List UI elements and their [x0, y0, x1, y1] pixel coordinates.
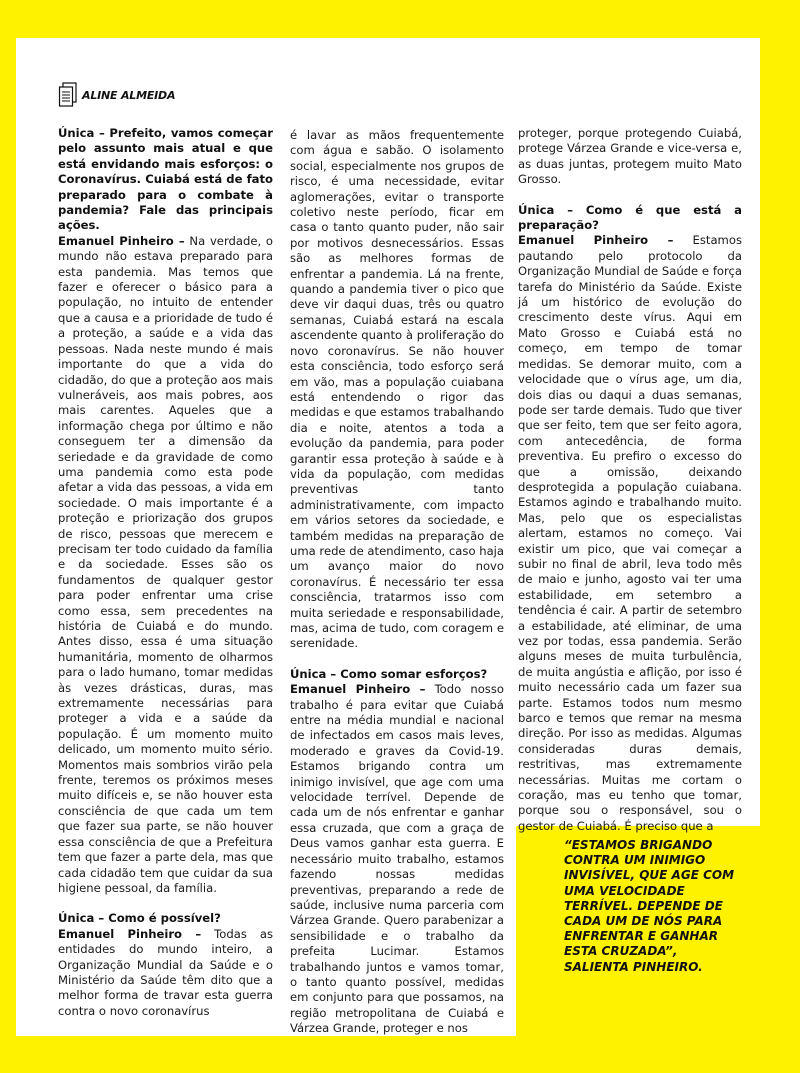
answer-4 — [518, 233, 742, 834]
question-3: Única – Como somar esforços? — [290, 666, 488, 681]
article-column-2 — [290, 128, 504, 1037]
pull-quote: “ESTAMOS BRIGANDO CONTRA UM INIMIGO INVISÍVEL, QUE AGE COM UMA VELOCIDADE TERRÍVEL. DEPENDE DE CADA UM DE NÓS PARA ENFRENTAR E GANHAR ESTA CRUZADA”, SALIENTA PINHEIRO. — [564, 838, 735, 974]
yellow-border-left — [0, 0, 16, 1073]
answer-3-continued: proteger, porque protegendo Cuiabá, protege Várzea Grande e vice-versa e, as duas juntas, protegem muito Mato Grosso. — [518, 126, 742, 187]
question-2: Única – Como é possível? — [58, 911, 221, 926]
answer-speaker: Emanuel Pinheiro – — [58, 233, 185, 248]
question-4: Única – Como é que está a preparação? — [518, 202, 742, 233]
article-column-3 — [518, 126, 742, 834]
answer-3 — [290, 682, 504, 1036]
answer-2-continued: é lavar as mãos frequentemente com água e sabão. O isolamento social, especialmente nos grupos de risco, é uma necessidade, evitar aglomerações, evitar o transporte coletivo neste período, ficar em casa o tanto quanto puder, não sair por motivos desnecessários. Essas são as melhores formas de enfrentar a pandemia. Lá na frente, quando a pandemia tiver o pico que deve vir daqui duas, três ou quatro semanas, Cuiabá estará na escala ascendente quanto à proliferação do novo coronavírus. Se não houver esta consciência, todo esforço será em vão, mas a população cuiabana está entendendo o rigor das medidas e que estamos trabalhando dia e noite, atentos a toda a evolução da pandemia, para poder garantir essa proteção à saúde e à vida da população, com medidas preventivas tanto administrativamente, com impacto em vários setores da sociedade, e também medidas na preparação de uma rede de atendimento, caso haja um avanço maior do novo coronavírus. É necessário ter essa consciência, tratarmos isso com muita seriedade e responsabilidade, mas, acima de tudo, com coragem e serenidade. — [290, 128, 505, 651]
article-column-1 — [58, 126, 273, 1019]
yellow-border-top — [0, 0, 800, 38]
question-1: Única – Prefeito, vamos começar pelo assunto mais atual e que está envidando mais esforços: o Coronavírus. Cuiabá está de fato preparado para o combate à pandemia? Fale das principais ações. — [58, 126, 273, 233]
answer-speaker: Emanuel Pinheiro – — [58, 926, 202, 941]
answer-2 — [58, 927, 273, 1019]
author-name: ALINE ALMEIDA — [82, 88, 176, 102]
answer-1 — [58, 234, 273, 896]
byline — [58, 82, 175, 108]
answer-speaker: Emanuel Pinheiro – — [518, 233, 674, 248]
document-icon — [58, 82, 78, 108]
answer-text: Estamos pautando pelo protocolo da Organização Mundial de Saúde e força tarefa do Ministério da Saúde. Existe já um histórico de evolução do crescimento deste vírus. Aqui em Mato Grosso e Cuiabá está no começo, em tempo de tomar medidas. Se demorar muito, com a velocidade que o vírus age, um dia, dois dias ou daqui a duas semanas, pode ser tarde demais. Tudo que tiver que ser feito, tem que ser feito agora, com antecedência, de forma preventiva. Eu prefiro o excesso do que a omissão, deixando desprotegida a população cuiabana. Estamos agindo e trabalhando muito. Mas, pelo que os especialistas alertam, estamos no começo. Vai existir um pico, que vai começar a subir no final de abril, leva todo mês de maio e junho, agosto vai ter uma estabilidade, em setembro a tendência é cair. A partir de setembro a estabilidade, até eliminar, de uma vez por todas, essa pandemia. Serão alguns meses de muita turbulência, de muita angústia e aflição, por isso é muito necessário cada um fazer sua parte. Estamos todos num mesmo barco e temos que remar na mesma direção. Por isso as medidas. Algumas consideradas duras demais, restritivas, mas extremamente necessárias. Muitas me cortam o coração, mas eu tenho que tomar, porque sou o responsável, sou o gestor de Cuiabá. É preciso que a — [518, 233, 742, 833]
answer-text: Todo nosso trabalho é para evitar que Cuiabá entre na média mundial e nacional de infectados em casos mais leves, moderado e graves da Covid-19. Estamos brigando contra um inimigo invisível, que age com uma velocidade terrível. Depende de cada um de nós enfrentar e ganhar essa cruzada, que com a graça de Deus vamos ganhar esta guerra. E necessário muito trabalho, estamos fazendo nossas medidas preventivas, preparando a rede de saúde, inclusive numa parceria com Várzea Grande. Quero parabenizar a sensibilidade e o trabalho da prefeita Lucimar. Estamos trabalhando juntos e vamos tomar, o tanto quanto possível, medidas em conjunto para que possamos, na região metropolitana de Cuiabá e Várzea Grande, proteger e nos — [290, 682, 504, 1036]
answer-text: Todas as entidades do mundo inteiro, a Organização Mundial da Saúde e o Ministério da Saúde têm dito que a melhor forma de travar esta guerra contra o novo coronavírus — [58, 926, 273, 1018]
answer-text: Na verdade, o mundo não estava preparado para esta pandemia. Mas temos que fazer e oferecer o básico para a população, no intuito de entender que a causa e a prioridade de tudo é a proteção, a saúde e a vida das pessoas. Nada neste mundo é mais importante do que a vida do cidadão, do que a proteção aos mais vulneráveis, aos mais pobres, aos mais carentes. Aqueles que a informação chega por último e não conseguem ter a dimensão da seriedade e da gravidade de como uma pandemia como esta pode afetar a vida das pessoas, a vida em sociedade. O mais importante é a proteção e priorização dos grupos de risco, pessoas que merecem e precisam ter todo cuidado da família e da sociedade. Esses são os fundamentos de qualquer gestor para poder enfrentar uma crise como essa, sem precedentes na história de Cuiabá e do mundo. Antes disso, essa é uma situação humanitária, momento de olharmos para o lado humano, tomar medidas às vezes drásticas, duras, mas extremamente necessárias para proteger a vida e a saúde da população. É um momento muito delicado, um momento muito sério. Momentos mais sombrios virão pela frente, teremos os próximos meses muito difíceis e, se não houver esta consciência de que cada um tem que fazer sua parte, se não houver essa consciência de que a Prefeitura tem que fazer a parte dela, mas que cada cidadão tem que cuidar da sua higiene pessoal, da família. — [58, 233, 273, 895]
answer-speaker: Emanuel Pinheiro – — [290, 682, 426, 697]
